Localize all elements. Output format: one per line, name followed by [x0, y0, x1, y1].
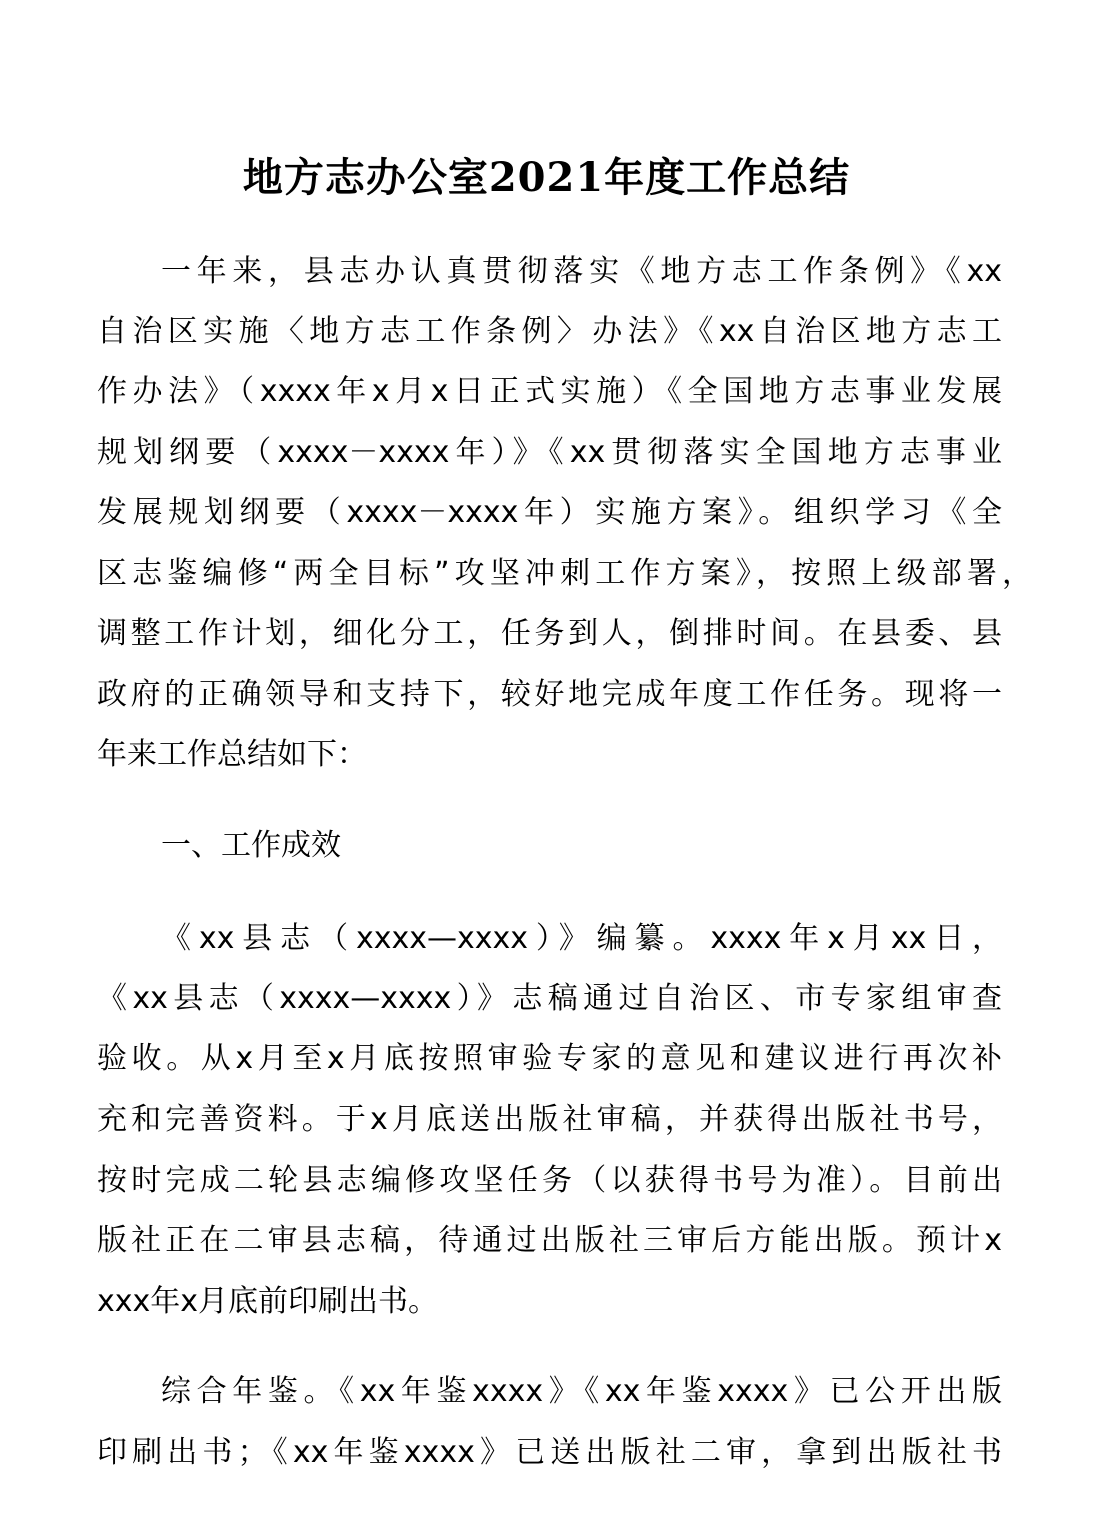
- paragraph-line: xxx年x月底前印刷出书。: [97, 1284, 439, 1319]
- paragraph-line: 验收。从x月至x月底按照审验专家的意见和建议进行再次补: [97, 1041, 1002, 1076]
- document-title: 地方志办公室2021年度工作总结: [242, 154, 851, 201]
- paragraph-line: 综合年鉴。《xx年鉴xxxx》《xx年鉴xxxx》已公开出版: [161, 1374, 1002, 1409]
- paragraph-line: 规划纲要（xxxx－xxxx年）》《xx贯彻落实全国地方志事业: [97, 435, 1002, 470]
- paragraph-line: 印刷出书；《xx年鉴xxxx》已送出版社二审，拿到出版社书: [97, 1435, 1002, 1470]
- paragraph-line: 充和完善资料。于x月底送出版社审稿，并获得出版社书号，: [97, 1102, 1002, 1137]
- paragraph-line: 政府的正确领导和支持下，较好地完成年度工作任务。现将一: [97, 677, 1002, 712]
- paragraph-line: 一年来，县志办认真贯彻落实《地方志工作条例》《xx: [161, 254, 1002, 289]
- paragraph-line: 调整工作计划，细化分工，任务到人，倒排时间。在县委、县: [97, 616, 1002, 651]
- paragraph-line: 按时完成二轮县志编修攻坚任务（以获得书号为准）。目前出: [97, 1163, 1002, 1198]
- paragraph-line: 发展规划纲要（xxxx－xxxx年）实施方案》。组织学习《全: [97, 495, 1002, 530]
- paragraph-line: 作办法》（xxxx年x月x日正式实施）《全国地方志事业发展: [97, 374, 1002, 409]
- section-heading: 一、工作成效: [161, 828, 341, 863]
- paragraph-line: 自治区实施〈地方志工作条例〉办法》《xx自治区地方志工: [97, 314, 1002, 349]
- paragraph-line: 《xx县志（xxxx—xxxx）》编纂。xxxx年x月xx日，: [161, 921, 1002, 956]
- paragraph-line: 《xx县志（xxxx—xxxx）》志稿通过自治区、市专家组审查: [97, 981, 1002, 1016]
- paragraph-line: 年来工作总结如下：: [97, 737, 367, 772]
- paragraph-line: 区志鉴编修“两全目标”攻坚冲刺工作方案》，按照上级部署，: [97, 556, 1032, 591]
- paragraph-line: 版社正在二审县志稿，待通过出版社三审后方能出版。预计x: [97, 1223, 1002, 1258]
